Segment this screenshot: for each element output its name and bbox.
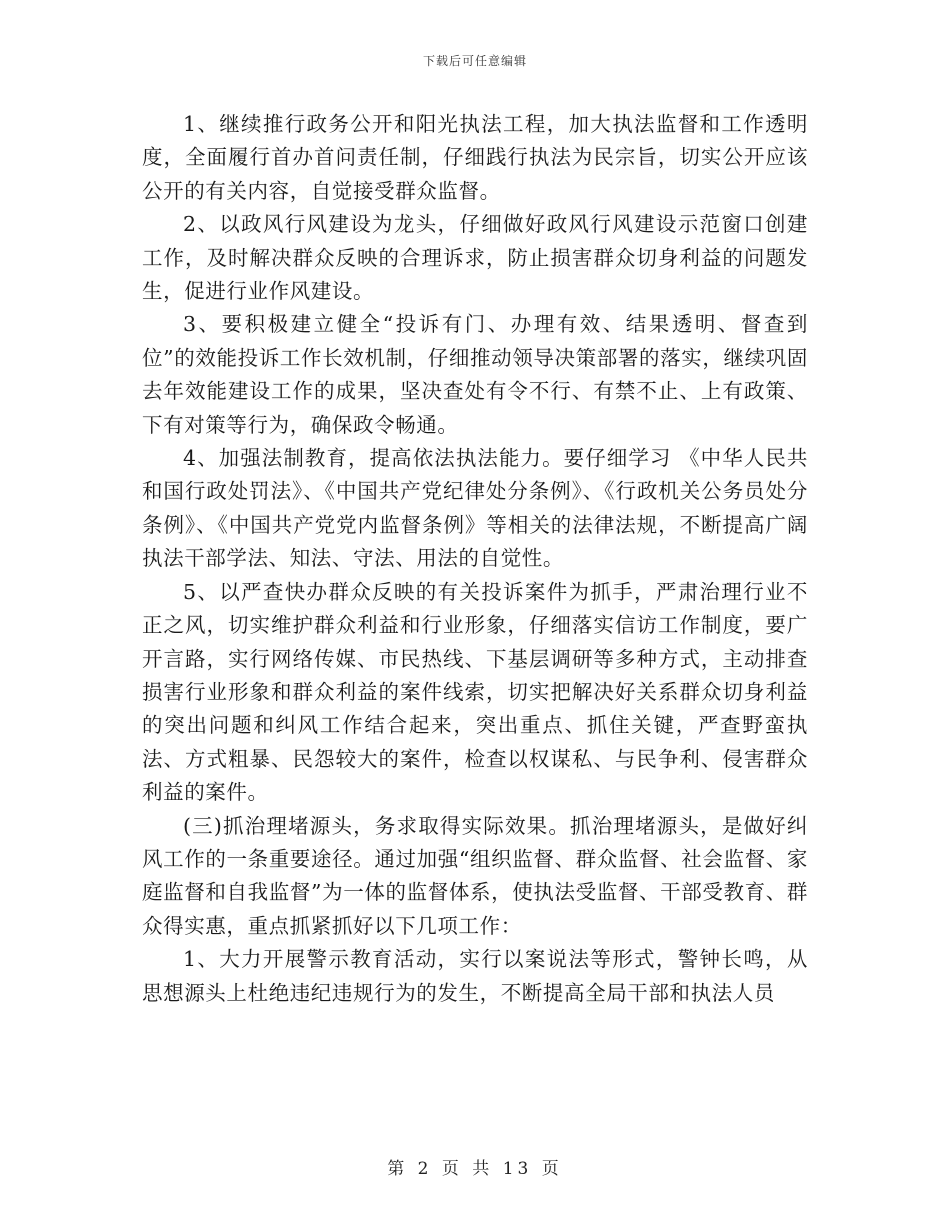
page-footer: 第 2 页 共 13 页 — [387, 1159, 563, 1179]
paragraph-5: 5、以严查快办群众反映的有关投诉案件为抓手，严肃治理行业不正之风，切实维护群众利益和行业形象，仔细落实信访工作制度，要广开言路，实行网络传媒、市民热线、下基层调研等多种方式，主动排查损害行业形象和群众利益的案件线索，切实把解决好关系群众切身利益的突出问题和纠风工作结合起来，突出重点、抓住关键，严查野蛮执法、方式粗暴、民怨较大的案件，检查以权谋私、与民争利、侵害群众利益的案件。 — [142, 579, 808, 805]
paragraph-2: 2、以政风行风建设为龙头，仔细做好政风行风建设示范窗口创建工作，及时解决群众反映的合理诉求，防止损害群众切身利益的问题发生，促进行业作风建设。 — [142, 212, 808, 304]
paragraph-1: 1、继续推行政务公开和阳光执法工程，加大执法监督和工作透明度，全面履行首办首问责任制，仔细践行执法为民宗旨，切实公开应该公开的有关内容，自觉接受群众监督。 — [142, 112, 808, 203]
paragraph-7: 1、大力开展警示教育活动，实行以案说法等形式，警钟长鸣，从思想源头上杜绝违纪违规行为的发生，不断提高全局干部和执法人员 — [142, 947, 808, 1005]
document-body — [142, 108, 808, 1010]
paragraph-6: (三)抓治理堵源头，务求取得实际效果。抓治理堵源头，是做好纠风工作的一条重要途径。通过加强“组织监督、群众监督、社会监督、家庭监督和自我监督”为一体的监督体系，使执法受监督、干部受教育、群众得实惠，重点抓紧抓好以下几项工作： — [142, 813, 808, 938]
page-header: 下载后可任意编辑 — [422, 54, 527, 68]
paragraph-4: 4、加强法制教育，提高依法执法能力。要仔细学习 《中华人民共和国行政处罚法》、《中国共产党纪律处分条例》、《行政机关公务员处分条例》、《中国共产党党内监督条例》等相关的法律法规，不断提高广阔执法干部学法、知法、守法、用法的自觉性。 — [142, 446, 808, 571]
paragraph-3: 3、要积极建立健全“投诉有门、办理有效、结果透明、督查到位”的效能投诉工作长效机制，仔细推动领导决策部署的落实，继续巩固去年效能建设工作的成果，坚决查处有令不行、有禁不止、上有政策、下有对策等行为，确保政令畅通。 — [142, 312, 808, 437]
